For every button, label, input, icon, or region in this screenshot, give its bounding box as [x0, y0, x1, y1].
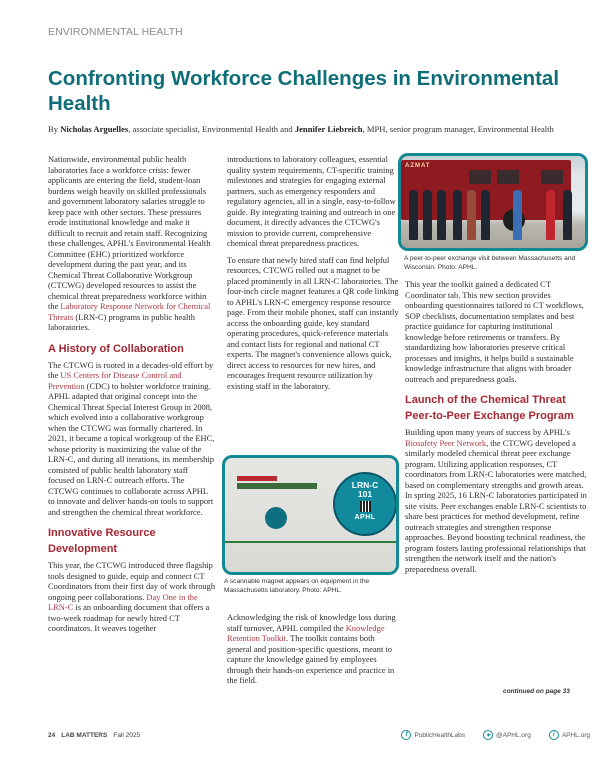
byline	[48, 124, 588, 135]
magnet-closeup	[333, 472, 397, 536]
truck-sign: AZMAT	[405, 163, 431, 169]
issue: Fall 2025	[113, 732, 141, 739]
small-magnet	[265, 507, 287, 529]
continued-note[interactable]: continued on page 33	[503, 688, 570, 695]
column-3	[405, 279, 591, 580]
paragraph	[405, 427, 591, 574]
facebook-link[interactable]	[401, 730, 465, 740]
link-day-one[interactable]: Day One in the LRN-C	[48, 591, 198, 612]
website-link[interactable]	[549, 730, 590, 740]
section-label: ENVIRONMENTAL HEALTH	[48, 26, 183, 38]
paragraph	[227, 612, 399, 686]
section-heading: Innovative Resource Development	[48, 527, 156, 555]
link-cdc[interactable]: US Centers for Disease Control and Prevention	[48, 370, 182, 391]
author-role: , associate specialist, Environmental Health and	[128, 124, 295, 134]
link-knowledge-retention-toolkit[interactable]: Knowledge Retention Toolkit	[227, 622, 385, 643]
photo-caption: A scannable magnet appears on equipment in the Massachusetts laboratory. Photo: APHL.	[224, 578, 370, 594]
author-name: Jennifer Liebreich	[294, 124, 363, 134]
author-role: , MPH, senior program manager, Environmental Health	[362, 124, 554, 134]
text: is an onboarding document that offers a two-week roadmap for newly hired CT coordinators. It weaves together	[48, 602, 210, 633]
text: (LRN-C) programs in public health laboratories.	[48, 311, 195, 332]
bluesky-icon: ✦	[483, 730, 493, 740]
bluesky-handle: @APHL.org	[496, 731, 531, 739]
text: This year, the CTCWG introduced three flagship tools designed to guide, equip and connect CT Coordinators from their first day of work through ongoing peer collaborations.	[48, 560, 216, 602]
facebook-icon: f	[401, 730, 411, 740]
article-title: Confronting Workforce Challenges in Environmental Health	[48, 67, 560, 115]
author-name: Nicholas Arguelles	[60, 124, 129, 134]
paragraph	[48, 154, 216, 333]
web-icon: i	[549, 730, 559, 740]
paragraph: To ensure that newly hired staff can find helpful resources, CTCWG rolled out a magnet to be placed prominently in all LRN-C laboratories. The four-inch circle magnet features a QR code linking to APHL's LRN-C emergency response resource page. From their mobile phones, staff can instantly access the onboarding guide, key standard operating procedures, quick-reference materials and contact lists for regional and national CT experts. The magnet's convenience allows quick, direct access to resources for new hires, and encourages frequent resource utilization by existing staff in the laboratory.	[227, 254, 399, 391]
publication-name: LAB MATTERS	[61, 732, 108, 739]
byline-by: By	[48, 124, 59, 134]
paragraph	[48, 360, 216, 518]
magnet-text: LRN-C 101	[351, 480, 379, 499]
text: , the CTCWG developed a similarly modeled chemical threat peer exchange program. Utilizing application responses, CT coordinators from LRN-C laboratories were matched, based on complementary strengths and growth areas. In spring 2025, 16 LRN-C laboratories participated in site visits. Peer exchanges enable LRN-C scientists to share best practices for method development, refine outreach strategies and strengthen response approaches. Beyond boosting technical readiness, the program fosters lasting professional relationships that strengthen the network itself and the nation's preparedness overall.	[405, 437, 587, 574]
magnet-photo	[222, 455, 399, 575]
text: Building upon many years of success by APHL's	[405, 427, 570, 437]
column-1	[48, 154, 216, 640]
magnet-logo: APHL	[354, 514, 376, 521]
section-heading: A History of Collaboration	[48, 342, 184, 355]
fire-truck-photo	[398, 153, 588, 251]
photo-caption: A peer-to-peer exchange visit between Massachusetts and Wisconsin. Photo: APHL.	[404, 255, 576, 271]
link-lrn-c[interactable]: Laboratory Response Network for Chemical Threats	[48, 301, 211, 322]
link-biosafety-peer-network[interactable]: Biosafety Peer Network	[405, 437, 487, 448]
column-2-top	[227, 154, 399, 397]
paragraph: This year the toolkit gained a dedicated CT Coordinator tab. This new section provides onboarding questionnaires tailored to CT workflows, SOP checklists, documentation templates and best practice guidance for capturing institutional knowledge before retirements or transfers. By standardizing how laboratories preserve critical processes and insights, it helps build a sustainable knowledge infrastructure that aligns with broader outreach and preparedness goals.	[405, 279, 584, 384]
text: Nationwide, environmental public health laboratories face a workforce crisis: fewer applicants are entering the field, student-loan burdens weigh heavily on skilled professionals and government laboratory salaries struggle to keep pace with other sectors. These pressures erode institutional knowledge and make it difficult to recruit and retain staff. Recognizing these challenges, APHL's Environmental Health Committee (EHC) prioritized workforce development during the past year, and its Chemical Threat Collaborative Workgroup (CTCWG) developed resources to assist the chemical threat preparedness workforce within the	[48, 154, 211, 311]
bluesky-link[interactable]	[483, 730, 531, 740]
website-url: APHL.org	[561, 731, 590, 739]
text: The CTCWG is rooted in a decades-old effort by the	[48, 359, 214, 380]
page-number: 24	[48, 732, 56, 739]
facebook-handle: PublicHealthLabs	[414, 731, 466, 739]
qr-code-icon	[360, 501, 371, 512]
text: (CDC) to bolster workforce training. APHL adapted that original concept into the Chemical Threat Special Interest Group in 2008, which evolved into a collaborative workgroup when the CTCWG was formally chartered. In 2021, it became a topical workgroup of the EHC, whose priority is maximizing the value of the LRN-C, and during all iterations, its membership consisted of public health laboratory staff focused on LRN-C outreach efforts. The CTCWG continues to collaborate across APHL to innovate and deliver hands-on tools to support and strengthen the chemical threat workforce.	[48, 380, 215, 517]
column-2-bottom	[227, 612, 399, 692]
text: . The toolkit contains both general and position-specific questions, meant to capture the knowledge gained by employees through their hands-on experience and practice in the field.	[227, 633, 395, 685]
text: Acknowledging the risk of knowledge loss during staff turnover, APHL compiled the	[227, 612, 396, 633]
paragraph	[48, 560, 216, 634]
paragraph: introductions to laboratory colleagues, essential quality system requirements, CT-specific training milestones and strategies for engaging external partners, such as emergency responders and regulatory agencies, all in a single, easy-to-follow guide. By integrating training and outreach in one document, it directly advances the CTCWG's mission to provide current, comprehensive chemical threat preparedness practices.	[227, 154, 396, 248]
section-heading: Launch of the Chemical Threat Peer-to-Peer Exchange Program	[405, 394, 574, 422]
